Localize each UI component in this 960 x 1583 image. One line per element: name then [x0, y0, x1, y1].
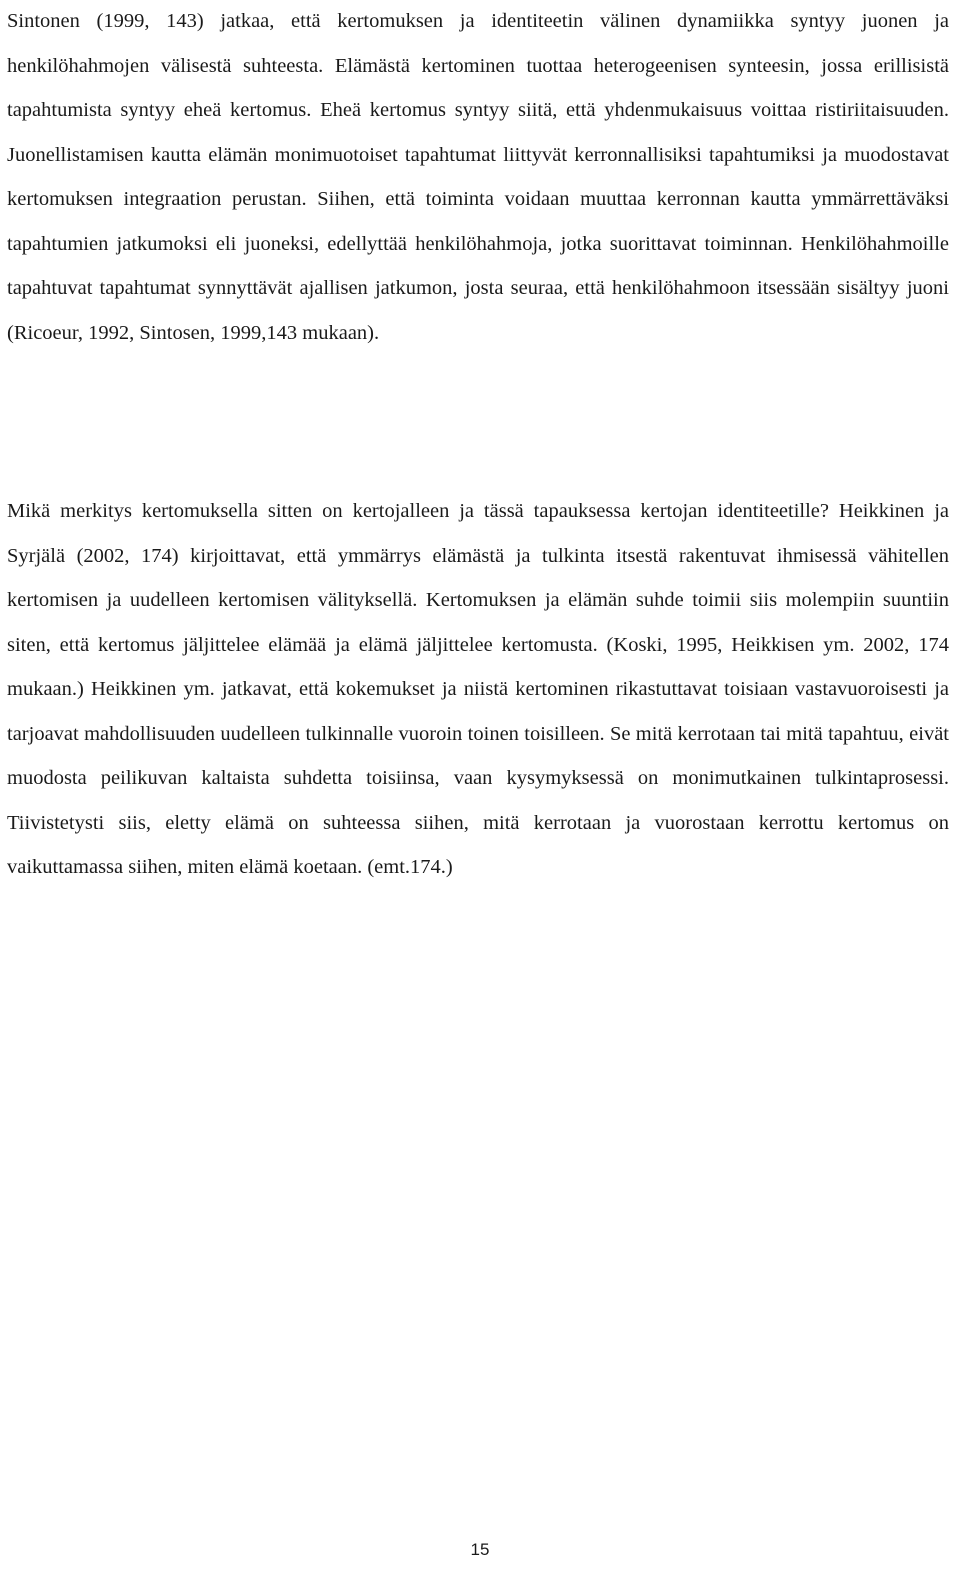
page-number: 15 — [470, 1540, 490, 1559]
body-paragraph-2: Mikä merkitys kertomuksella sitten on kertojalleen ja tässä tapauksessa kertojan identiteetille? Heikkinen ja Syrjälä (2002, 174) kirjoittavat, että ymmärrys elämästä ja tulkinta itsestä rakentuvat ihmisessä vähitellen kertomisen ja uudelleen kertomisen välityksellä. Kertomuksen ja elämän suhde toimii siis molempiin suuntiin siten, että kertomus jäljittelee elämää ja elämä jäljittelee kertomusta. (Koski, 1995, Heikkisen ym. 2002, 174 mukaan.) Heikkinen ym. jatkavat, että kokemukset ja niistä kertominen rikastuttavat toisiaan vastavuoroisesti ja tarjoavat mahdollisuuden uudelleen tulkinnalle vuoroin toinen toisilleen. Se mitä kerrotaan tai mitä tapahtuu, eivät muodosta peilikuvan kaltaista suhdetta toisiinsa, vaan kysymyksessä on monimutkainen tulkintaprosessi. Tiivistetysti siis, eletty elämä on suhteessa siihen, mitä kerrotaan ja vuorostaan kerrottu kertomus on vaikuttamassa siihen, miten elämä koetaan. (emt.174.) — [7, 500, 949, 878]
body-paragraph-1: Sintonen (1999, 143) jatkaa, että kertomuksen ja identiteetin välinen dynamiikka syntyy juonen ja henkilöhahmojen välisestä suhteesta. Elämästä kertominen tuottaa heterogeenisen synteesin, jossa erillisistä tapahtumista syntyy eheä kertomus. Eheä kertomus syntyy siitä, että yhdenmukaisuus voittaa ristiriitaisuuden. Juonellistamisen kautta elämän monimuotoiset tapahtumat liittyvät kerronnallisiksi tapahtumiksi ja muodostavat kertomuksen integraation perustan. Siihen, että toiminta voidaan muuttaa kerronnan kautta ymmärrettäväksi tapahtumien jatkumoksi eli juoneksi, edellyttää henkilöhahmoja, jotka suorittavat toiminnan. Henkilöhahmoille tapahtuvat tapahtumat synnyttävät ajallisen jatkumon, josta seuraa, että henkilöhahmoon itsessään sisältyy juoni (Ricoeur, 1992, Sintosen, 1999,143 mukaan). — [7, 10, 949, 344]
